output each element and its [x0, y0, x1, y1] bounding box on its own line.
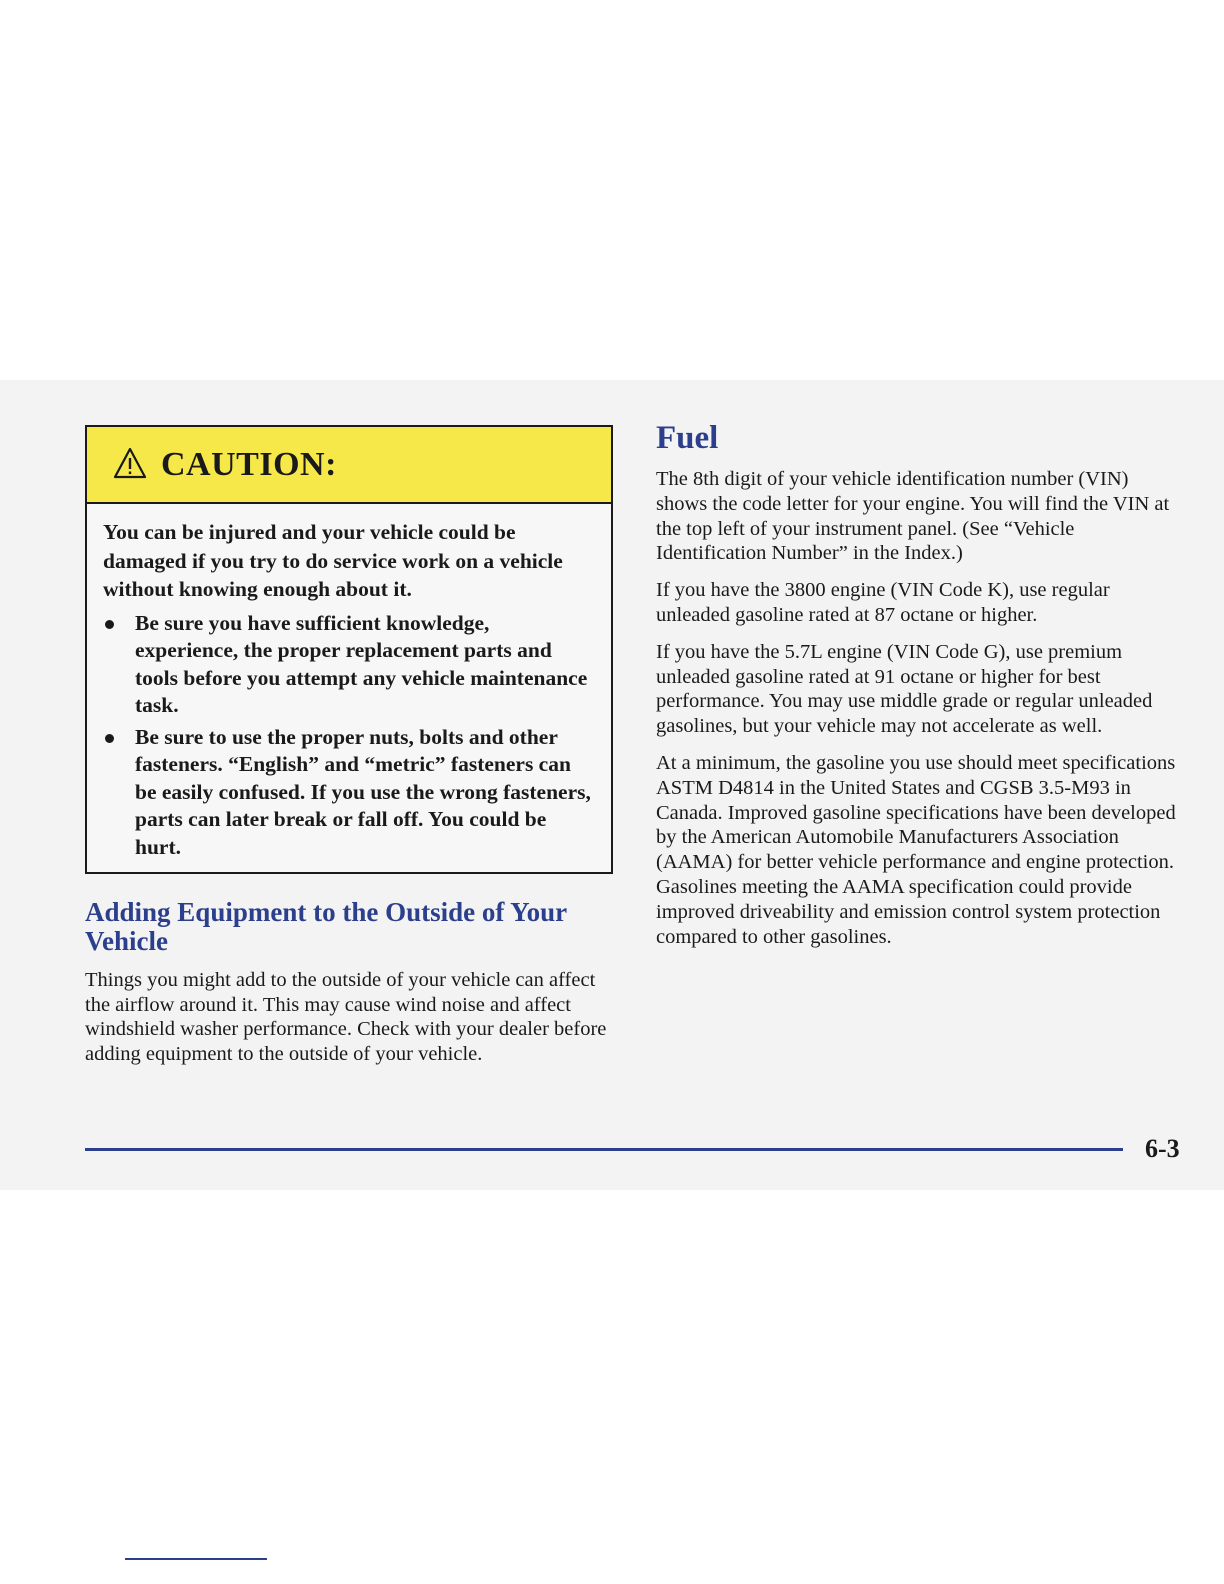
fuel-paragraph-vin: The 8th digit of your vehicle identification number (VIN) shows the code letter for your engine. You will find the VIN at the top left of your instrument panel. (See “Vehicle Identification Number” in the Index.): [656, 468, 1170, 565]
fuel-heading: Fuel: [656, 420, 719, 456]
fuel-paragraph-specs: At a minimum, the gasoline you use should meet specifications ASTM D4814 in the United States and CGSB 3.5-M93 in Canada. Improved gasoline specifications have been developed by the American Automobile Manufacturers Association (AAMA) for better vehicle performance and engine protection. Gasolines meeting the AAMA specification could provide improved driveability and emission control system protection compared to other gasolines.: [656, 751, 1176, 948]
footer-rule: [85, 1148, 1123, 1151]
caution-box: [85, 425, 613, 874]
page-number: 6-3: [1145, 1134, 1180, 1163]
fuel-paragraph-3800: If you have the 3800 engine (VIN Code K), use regular unleaded gasoline rated at 87 octane or higher.: [656, 579, 1110, 626]
caution-body: [87, 504, 611, 861]
caution-item-text: Be sure you have sufficient knowledge, experience, the proper replacement parts and tools before you attempt any vehicle maintenance task.: [135, 610, 588, 717]
caution-list: [103, 610, 595, 862]
bullet-icon: [105, 620, 114, 629]
caution-header: [87, 427, 611, 504]
fuel-section: [656, 467, 1180, 961]
adding-equipment-text: Things you might add to the outside of your vehicle can affect the airflow around it. This may cause wind noise and affect windshield washer performance. Check with your dealer before adding equipment to the outside of your vehicle.: [85, 969, 607, 1066]
caution-title: CAUTION:: [161, 445, 337, 483]
caution-item-text: Be sure to use the proper nuts, bolts and other fasteners. “English” and “metric” fasteners can be easily confused. If you use the wrong fasteners, parts can later break or fall off. You could be hurt.: [135, 724, 591, 859]
bullet-icon: [105, 734, 114, 743]
caution-intro: You can be injured and your vehicle could be damaged if you try to do service work on a vehicle without knowing enough about it.: [103, 520, 563, 601]
caution-list-item: [103, 610, 595, 720]
caution-list-item: [103, 724, 595, 862]
adding-equipment-heading: Adding Equipment to the Outside of Your Vehicle: [85, 897, 567, 956]
warning-triangle-icon: [113, 447, 147, 479]
bottom-rule: [125, 1558, 267, 1560]
fuel-paragraph-57l: If you have the 5.7L engine (VIN Code G), use premium unleaded gasoline rated at 91 octane or higher for best performance. You may use middle grade or regular unleaded gasolines, but your vehicle may not accelerate as well.: [656, 640, 1153, 738]
